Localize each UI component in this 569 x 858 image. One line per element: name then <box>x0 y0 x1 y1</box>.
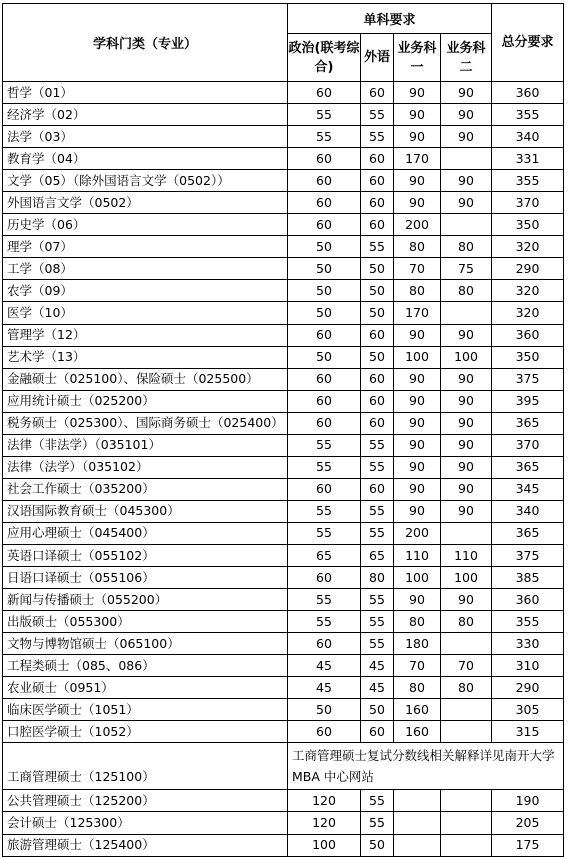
header-course1: 业务科一 <box>394 34 441 82</box>
row-politics: 60 <box>288 390 361 412</box>
table-row <box>3 790 564 812</box>
row-foreign: 60 <box>361 368 394 390</box>
row-foreign: 80 <box>361 567 394 589</box>
row-course2 <box>441 522 492 544</box>
row-politics: 50 <box>288 280 361 302</box>
row-course2: 90 <box>441 324 492 346</box>
row-course1: 70 <box>394 655 441 677</box>
row-category: 艺术学（13） <box>3 346 288 368</box>
row-foreign: 60 <box>361 324 394 346</box>
table-row <box>3 236 564 258</box>
row-category: 农学（09） <box>3 280 288 302</box>
row-politics: 60 <box>288 82 361 104</box>
row-foreign: 55 <box>361 104 394 126</box>
table-row <box>3 104 564 126</box>
row-course2: 90 <box>441 456 492 478</box>
row-politics: 45 <box>288 677 361 699</box>
score-requirements-table <box>2 3 564 857</box>
mba-note: 工商管理硕士复试分数线相关解释详见南开大学 MBA 中心网站 <box>288 743 564 790</box>
row-category: 文物与博物馆硕士（065100） <box>3 633 288 655</box>
row-politics: 55 <box>288 126 361 148</box>
table-row <box>3 500 564 522</box>
row-total: 370 <box>492 434 564 456</box>
table-row <box>3 721 564 743</box>
row-course2: 90 <box>441 126 492 148</box>
row-course1: 90 <box>394 390 441 412</box>
row-total: 360 <box>492 589 564 611</box>
row-foreign: 60 <box>361 148 394 170</box>
row-course1: 90 <box>394 126 441 148</box>
row-course1: 90 <box>394 500 441 522</box>
row-category: 新闻与传播硕士（055200） <box>3 589 288 611</box>
row-total: 340 <box>492 500 564 522</box>
row-foreign: 45 <box>361 655 394 677</box>
row-course1 <box>394 834 441 856</box>
row-category: 医学（10） <box>3 302 288 324</box>
row-politics: 120 <box>288 790 361 812</box>
row-total: 350 <box>492 346 564 368</box>
row-category: 经济学（02） <box>3 104 288 126</box>
row-course1: 90 <box>394 456 441 478</box>
row-course2 <box>441 148 492 170</box>
row-course2 <box>441 812 492 834</box>
row-course2: 90 <box>441 500 492 522</box>
row-course1: 90 <box>394 192 441 214</box>
row-category: 日语口译硕士（055106） <box>3 567 288 589</box>
row-politics: 60 <box>288 214 361 236</box>
row-total: 360 <box>492 324 564 346</box>
table-row <box>3 699 564 721</box>
row-course2: 90 <box>441 104 492 126</box>
row-foreign: 55 <box>361 589 394 611</box>
row-category: 会计硕士（125300） <box>3 812 288 834</box>
table-row <box>3 522 564 544</box>
row-course2 <box>441 214 492 236</box>
row-course1 <box>394 812 441 834</box>
score-table-container <box>2 3 564 857</box>
row-category: 公共管理硕士（125200） <box>3 790 288 812</box>
row-category: 英语口译硕士（055102） <box>3 544 288 566</box>
row-foreign: 50 <box>361 346 394 368</box>
row-politics: 60 <box>288 368 361 390</box>
row-course1: 90 <box>394 324 441 346</box>
row-foreign: 55 <box>361 611 394 633</box>
row-foreign: 55 <box>361 456 394 478</box>
table-row <box>3 412 564 434</box>
row-foreign: 50 <box>361 834 394 856</box>
table-row <box>3 812 564 834</box>
row-course2: 110 <box>441 544 492 566</box>
row-total: 350 <box>492 214 564 236</box>
row-politics: 60 <box>288 721 361 743</box>
row-politics: 50 <box>288 346 361 368</box>
row-course1: 170 <box>394 302 441 324</box>
row-category: 金融硕士（025100）、保险硕士（025500） <box>3 368 288 390</box>
row-foreign: 60 <box>361 721 394 743</box>
row-politics: 60 <box>288 633 361 655</box>
row-foreign: 60 <box>361 82 394 104</box>
row-category: 哲学（01） <box>3 82 288 104</box>
row-course1: 200 <box>394 522 441 544</box>
row-course1: 90 <box>394 82 441 104</box>
row-course2 <box>441 302 492 324</box>
row-course2 <box>441 721 492 743</box>
row-foreign: 45 <box>361 677 394 699</box>
row-total: 175 <box>492 834 564 856</box>
row-total: 375 <box>492 544 564 566</box>
row-category: 临床医学硕士（1051） <box>3 699 288 721</box>
row-course1: 90 <box>394 589 441 611</box>
row-course1: 160 <box>394 721 441 743</box>
row-course2: 90 <box>441 390 492 412</box>
row-politics: 50 <box>288 258 361 280</box>
row-politics: 50 <box>288 699 361 721</box>
row-course1: 110 <box>394 544 441 566</box>
table-row <box>3 302 564 324</box>
row-total: 375 <box>492 368 564 390</box>
row-foreign: 50 <box>361 699 394 721</box>
row-course2: 80 <box>441 236 492 258</box>
row-category: 法律（非法学）（035101） <box>3 434 288 456</box>
row-politics: 55 <box>288 456 361 478</box>
row-category: 管理学（12） <box>3 324 288 346</box>
row-course2 <box>441 633 492 655</box>
table-row <box>3 368 564 390</box>
row-category: 应用统计硕士（025200） <box>3 390 288 412</box>
row-course2: 80 <box>441 677 492 699</box>
table-row <box>3 611 564 633</box>
row-course2: 100 <box>441 346 492 368</box>
row-politics: 50 <box>288 236 361 258</box>
row-category: 文学（05）（除外国语言文学（0502）） <box>3 170 288 192</box>
row-category: 法学（03） <box>3 126 288 148</box>
row-category: 应用心理硕士（045400） <box>3 522 288 544</box>
row-foreign: 50 <box>361 302 394 324</box>
row-politics: 60 <box>288 324 361 346</box>
table-row <box>3 655 564 677</box>
row-course1: 90 <box>394 412 441 434</box>
row-course1: 80 <box>394 677 441 699</box>
row-total: 365 <box>492 456 564 478</box>
row-total: 365 <box>492 412 564 434</box>
table-row-mba <box>3 743 564 790</box>
row-total: 345 <box>492 478 564 500</box>
table-row <box>3 390 564 412</box>
row-foreign: 55 <box>361 500 394 522</box>
row-category: 工程类硕士（085、086） <box>3 655 288 677</box>
row-foreign: 65 <box>361 544 394 566</box>
row-politics: 45 <box>288 655 361 677</box>
row-total: 395 <box>492 390 564 412</box>
row-total: 320 <box>492 302 564 324</box>
row-foreign: 60 <box>361 390 394 412</box>
row-category: 社会工作硕士（035200） <box>3 478 288 500</box>
row-category: 税务硕士（025300）、国际商务硕士（025400） <box>3 412 288 434</box>
row-total: 355 <box>492 611 564 633</box>
row-course2: 80 <box>441 280 492 302</box>
row-politics: 55 <box>288 434 361 456</box>
row-total: 290 <box>492 258 564 280</box>
row-foreign: 50 <box>361 258 394 280</box>
row-course2: 90 <box>441 368 492 390</box>
table-body <box>3 82 564 857</box>
header-foreign: 外语 <box>361 34 394 82</box>
row-course1: 80 <box>394 236 441 258</box>
row-politics: 55 <box>288 500 361 522</box>
table-row <box>3 677 564 699</box>
table-row <box>3 170 564 192</box>
table-row <box>3 567 564 589</box>
row-course1: 200 <box>394 214 441 236</box>
row-politics: 65 <box>288 544 361 566</box>
row-total: 330 <box>492 633 564 655</box>
row-foreign: 50 <box>361 280 394 302</box>
table-row <box>3 434 564 456</box>
row-total: 315 <box>492 721 564 743</box>
row-foreign: 60 <box>361 170 394 192</box>
table-row <box>3 456 564 478</box>
row-politics: 55 <box>288 104 361 126</box>
table-row <box>3 324 564 346</box>
row-category: 理学（07） <box>3 236 288 258</box>
row-course1: 170 <box>394 148 441 170</box>
row-total: 310 <box>492 655 564 677</box>
row-total: 340 <box>492 126 564 148</box>
row-course2 <box>441 790 492 812</box>
row-course2: 90 <box>441 170 492 192</box>
row-course1 <box>394 790 441 812</box>
row-foreign: 55 <box>361 434 394 456</box>
row-politics: 55 <box>288 522 361 544</box>
row-politics: 60 <box>288 170 361 192</box>
table-row <box>3 834 564 856</box>
row-total: 385 <box>492 567 564 589</box>
row-course2: 100 <box>441 567 492 589</box>
table-row <box>3 192 564 214</box>
header-total: 总分要求 <box>492 4 564 82</box>
row-foreign: 55 <box>361 812 394 834</box>
row-total: 355 <box>492 104 564 126</box>
table-row <box>3 82 564 104</box>
row-category: 工学（08） <box>3 258 288 280</box>
row-total: 320 <box>492 280 564 302</box>
row-total: 355 <box>492 170 564 192</box>
row-foreign: 55 <box>361 236 394 258</box>
row-total: 370 <box>492 192 564 214</box>
row-politics: 60 <box>288 567 361 589</box>
table-row <box>3 633 564 655</box>
row-total: 305 <box>492 699 564 721</box>
header-category: 学科门类（专业） <box>3 4 288 82</box>
row-foreign: 55 <box>361 790 394 812</box>
row-foreign: 60 <box>361 412 394 434</box>
row-foreign: 60 <box>361 214 394 236</box>
row-total: 320 <box>492 236 564 258</box>
row-politics: 60 <box>288 412 361 434</box>
row-course2: 75 <box>441 258 492 280</box>
row-total: 205 <box>492 812 564 834</box>
row-course1: 90 <box>394 478 441 500</box>
row-foreign: 55 <box>361 522 394 544</box>
row-foreign: 55 <box>361 633 394 655</box>
row-category: 旅游管理硕士（125400） <box>3 834 288 856</box>
header-single-subject: 单科要求 <box>288 4 492 34</box>
row-course2: 90 <box>441 589 492 611</box>
row-foreign: 55 <box>361 126 394 148</box>
row-category: 历史学（06） <box>3 214 288 236</box>
row-course2: 90 <box>441 434 492 456</box>
row-total: 290 <box>492 677 564 699</box>
row-total: 360 <box>492 82 564 104</box>
table-row <box>3 544 564 566</box>
row-category: 农业硕士（0951） <box>3 677 288 699</box>
row-foreign: 60 <box>361 192 394 214</box>
row-category: 汉语国际教育硕士（045300） <box>3 500 288 522</box>
row-category: 教育学（04） <box>3 148 288 170</box>
header-politics: 政治(联考综合) <box>288 34 361 82</box>
row-course1: 160 <box>394 699 441 721</box>
row-course1: 80 <box>394 611 441 633</box>
row-politics: 55 <box>288 611 361 633</box>
row-politics: 100 <box>288 834 361 856</box>
row-course2: 70 <box>441 655 492 677</box>
row-course1: 80 <box>394 280 441 302</box>
row-course1: 90 <box>394 434 441 456</box>
row-politics: 60 <box>288 148 361 170</box>
row-course2: 80 <box>441 611 492 633</box>
row-course1: 90 <box>394 170 441 192</box>
row-course2 <box>441 699 492 721</box>
row-category: 口腔医学硕士（1052） <box>3 721 288 743</box>
row-course2: 90 <box>441 478 492 500</box>
row-politics: 120 <box>288 812 361 834</box>
table-header <box>3 4 564 82</box>
row-politics: 60 <box>288 478 361 500</box>
row-category: 工商管理硕士（125100） <box>3 743 288 790</box>
row-category: 法律（法学）（035102） <box>3 456 288 478</box>
table-row <box>3 258 564 280</box>
row-politics: 60 <box>288 192 361 214</box>
table-row <box>3 280 564 302</box>
table-row <box>3 148 564 170</box>
row-politics: 50 <box>288 302 361 324</box>
row-course2 <box>441 834 492 856</box>
row-course2: 90 <box>441 192 492 214</box>
table-row <box>3 346 564 368</box>
row-course1: 90 <box>394 104 441 126</box>
row-course1: 90 <box>394 368 441 390</box>
header-course2: 业务科二 <box>441 34 492 82</box>
row-total: 331 <box>492 148 564 170</box>
row-course2: 90 <box>441 412 492 434</box>
row-politics: 55 <box>288 589 361 611</box>
table-row <box>3 214 564 236</box>
row-foreign: 60 <box>361 478 394 500</box>
row-course1: 100 <box>394 346 441 368</box>
row-total: 190 <box>492 790 564 812</box>
table-row <box>3 589 564 611</box>
row-course2: 90 <box>441 82 492 104</box>
table-row <box>3 126 564 148</box>
row-course1: 100 <box>394 567 441 589</box>
row-course1: 70 <box>394 258 441 280</box>
table-row <box>3 478 564 500</box>
row-course1: 180 <box>394 633 441 655</box>
row-category: 出版硕士（055300） <box>3 611 288 633</box>
row-total: 365 <box>492 522 564 544</box>
row-category: 外国语言文学（0502） <box>3 192 288 214</box>
